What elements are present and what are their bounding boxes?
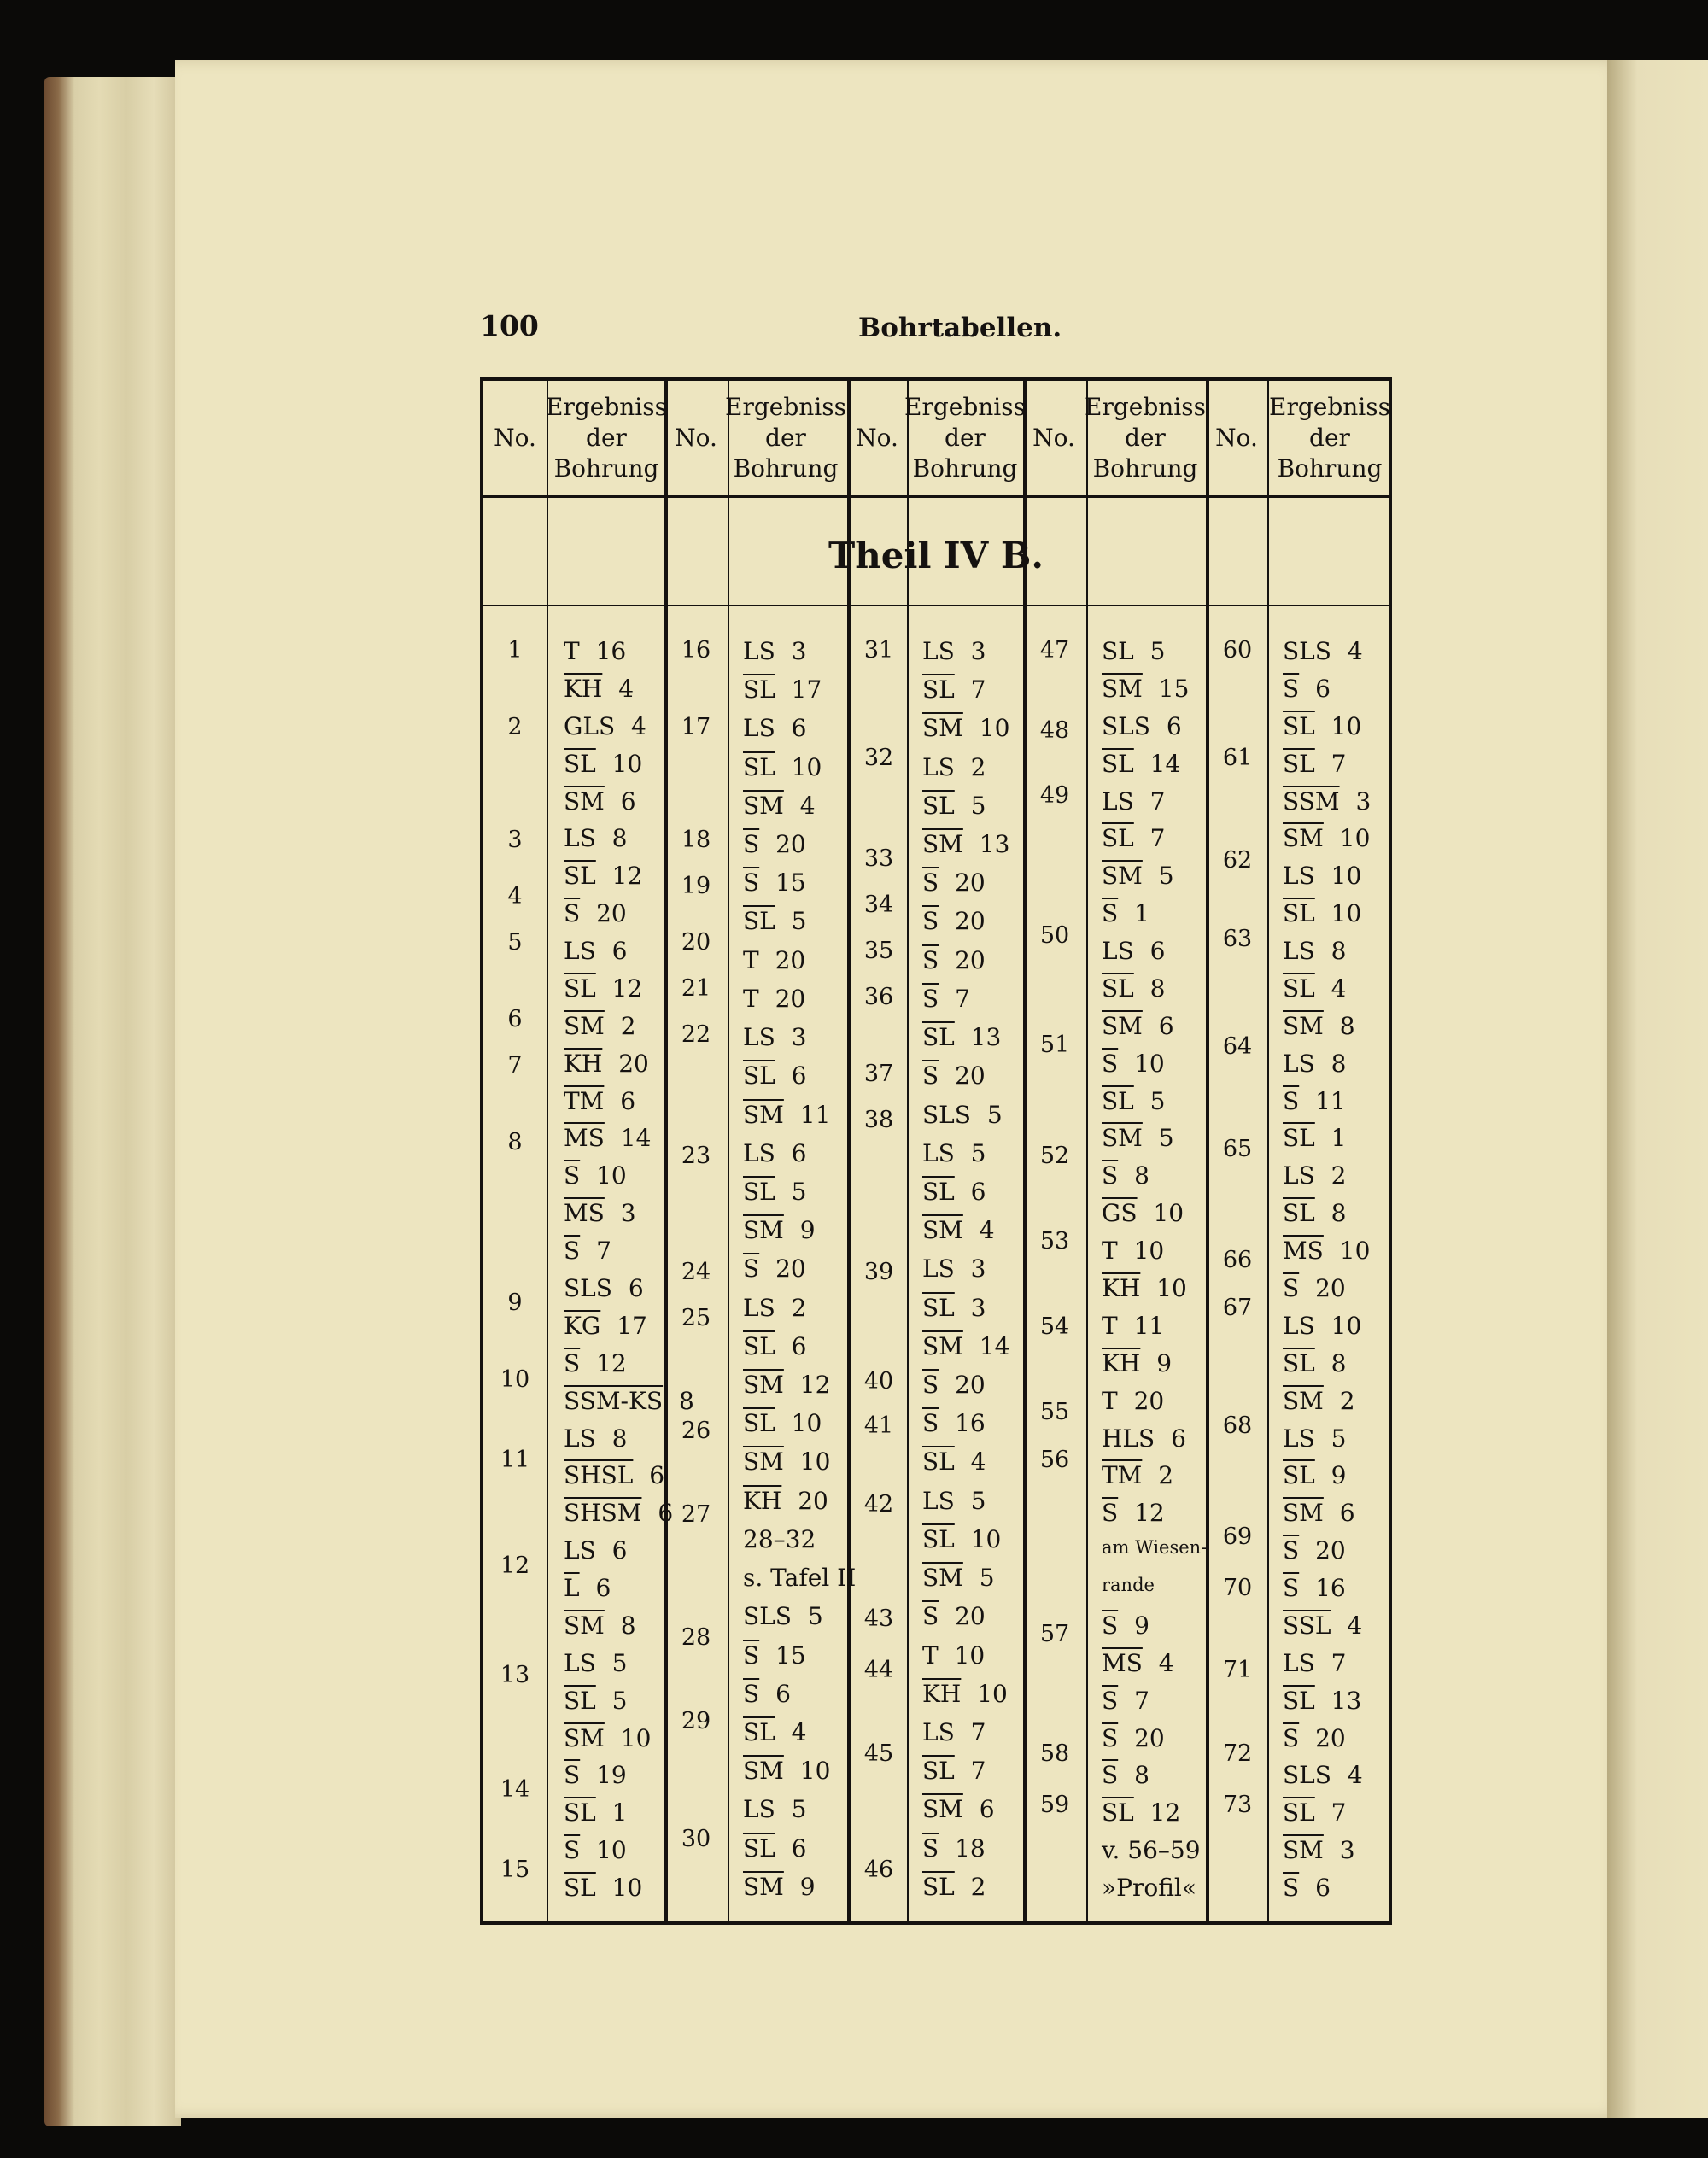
boring-result: am Wiesen- xyxy=(1102,1537,1208,1558)
boring-number: 21 xyxy=(681,975,711,1002)
boring-result: $\overline{S}$ 7 xyxy=(1102,1687,1149,1715)
boring-result: $\overline{SL}$ 8 xyxy=(1283,1199,1347,1227)
section-title: Theil IV B. xyxy=(828,535,1044,576)
boring-result: $\overline{SL}$ 7 xyxy=(1283,750,1347,778)
boring-result: $\overline{SM}$ 10 xyxy=(922,714,1010,742)
boring-number: 3 xyxy=(507,827,523,853)
boring-result: $\overline{SM}$ 4 xyxy=(922,1216,995,1244)
boring-result: LS 6 xyxy=(743,1139,807,1167)
boring-table xyxy=(480,377,1392,1925)
boring-result: $\overline{S}$ 10 xyxy=(564,1161,627,1190)
boring-result: »Profil« xyxy=(1102,1874,1196,1902)
boring-result: $\overline{S}$ 10 xyxy=(1102,1050,1165,1078)
boring-number: 16 xyxy=(681,637,711,664)
boring-result: $\overline{SM}$ 5 xyxy=(922,1564,995,1592)
boring-result: $\overline{SL}$ 7 xyxy=(1283,1798,1347,1827)
boring-number: 37 xyxy=(863,1061,894,1087)
boring-result: $\overline{S}$ 18 xyxy=(922,1834,986,1863)
boring-number: 32 xyxy=(863,745,894,771)
boring-result: $\overline{SL}$ 6 xyxy=(743,1332,807,1360)
boring-number: 24 xyxy=(681,1259,711,1285)
header-result: Ergebniss der Bohrung xyxy=(546,393,667,482)
boring-result: $\overline{KH}$ 10 xyxy=(922,1680,1008,1708)
boring-result: LS 6 xyxy=(1102,937,1166,965)
boring-result: $\overline{S}$ 10 xyxy=(564,1836,627,1864)
boring-result: $\overline{S}$ 1 xyxy=(1102,899,1149,927)
boring-result: $\overline{SM}$ 12 xyxy=(743,1371,831,1399)
boring-result: $\overline{SL}$ 12 xyxy=(1102,1798,1181,1827)
boring-result: $\overline{TM}$ 2 xyxy=(1102,1461,1174,1489)
boring-result: LS 3 xyxy=(922,1254,986,1283)
boring-result: $\overline{S}$ 20 xyxy=(743,1254,806,1283)
boring-result: $\overline{SM}$ 13 xyxy=(922,830,1010,858)
boring-result: $\overline{SM}$ 6 xyxy=(922,1795,995,1823)
boring-result: $\overline{KG}$ 17 xyxy=(564,1312,647,1340)
boring-result: $\overline{SL}$ 10 xyxy=(1283,712,1362,740)
boring-number: 4 xyxy=(507,883,523,909)
boring-result: $\overline{SM}$ 2 xyxy=(1283,1387,1355,1415)
boring-result: $\overline{TM}$ 6 xyxy=(564,1087,636,1115)
boring-number: 68 xyxy=(1222,1412,1253,1439)
boring-result: $\overline{SL}$ 7 xyxy=(922,1757,986,1785)
boring-number: 59 xyxy=(1039,1792,1070,1818)
boring-number: 26 xyxy=(681,1418,711,1444)
boring-number: 73 xyxy=(1222,1792,1253,1818)
boring-result: $\overline{S}$ 8 xyxy=(1102,1761,1149,1789)
book-page-edges xyxy=(44,77,181,2126)
boring-number: 9 xyxy=(507,1290,523,1316)
boring-result: $\overline{SL}$ 5 xyxy=(743,907,807,935)
boring-result: $\overline{SL}$ 1 xyxy=(564,1798,628,1827)
boring-result: $\overline{SL}$ 8 xyxy=(1283,1349,1347,1377)
boring-result: $\overline{S}$ 6 xyxy=(1283,675,1331,703)
boring-result: SLS 5 xyxy=(922,1101,1003,1129)
boring-result: $\overline{S}$ 20 xyxy=(564,899,627,927)
boring-number: 48 xyxy=(1039,717,1070,744)
boring-number: 15 xyxy=(500,1857,530,1883)
boring-result: SL 5 xyxy=(1102,637,1166,665)
boring-result: $\overline{SM}$ 10 xyxy=(1283,824,1371,852)
boring-result: $\overline{SM}$ 6 xyxy=(1102,1012,1174,1040)
boring-result: $\overline{S}$ 16 xyxy=(1283,1574,1346,1602)
boring-result: $\overline{MS}$ 4 xyxy=(1102,1649,1174,1677)
boring-number: 55 xyxy=(1039,1399,1070,1425)
boring-number: 20 xyxy=(681,929,711,956)
boring-result: $\overline{S}$ 15 xyxy=(743,868,806,897)
boring-result: $\overline{KH}$ 20 xyxy=(743,1487,828,1515)
boring-result: $\overline{SL}$ 5 xyxy=(1102,1087,1166,1115)
boring-result: $\overline{S}$ 6 xyxy=(1283,1874,1331,1902)
boring-result: T 20 xyxy=(1102,1387,1165,1415)
boring-number: 58 xyxy=(1039,1740,1070,1767)
boring-number: 5 xyxy=(507,929,523,956)
boring-result: $\overline{SM}$ 8 xyxy=(564,1611,636,1640)
boring-number: 2 xyxy=(507,714,523,740)
boring-number: 70 xyxy=(1222,1575,1253,1601)
boring-result: $\overline{MS}$ 14 xyxy=(564,1124,652,1152)
boring-number: 14 xyxy=(500,1776,530,1803)
boring-result: $\overline{MS}$ 3 xyxy=(564,1199,636,1227)
boring-number: 64 xyxy=(1222,1033,1253,1060)
boring-result: $\overline{S}$ 6 xyxy=(743,1680,791,1708)
boring-number: 51 xyxy=(1039,1032,1070,1058)
facing-page-edge xyxy=(1607,60,1708,2118)
boring-result: SHSM 6 xyxy=(564,1499,674,1527)
boring-result: $\overline{SL}$ 6 xyxy=(743,1061,807,1090)
boring-result: GLS 4 xyxy=(564,712,646,740)
boring-result: $\overline{S}$ 12 xyxy=(564,1349,627,1377)
boring-result: $\overline{SL}$ 13 xyxy=(922,1023,1002,1051)
boring-result: T 11 xyxy=(1102,1312,1165,1340)
boring-result: $\overline{SM}$ 15 xyxy=(1102,675,1190,703)
boring-number: 72 xyxy=(1222,1740,1253,1767)
boring-result: SLS 4 xyxy=(1283,1761,1363,1789)
boring-result: LS 7 xyxy=(922,1718,986,1746)
boring-result: $\overline{SM}$ 4 xyxy=(743,792,816,820)
boring-result: $\overline{SM}$ 3 xyxy=(1283,1836,1355,1864)
boring-result: $\overline{SSM}$ 3 xyxy=(1283,787,1372,816)
boring-number: 30 xyxy=(681,1826,711,1852)
boring-result: $\overline{KH}$ 10 xyxy=(1102,1274,1187,1302)
boring-result: $\overline{SL}$ 14 xyxy=(1102,750,1181,778)
boring-result: $\overline{SM}$ 8 xyxy=(1283,1012,1355,1040)
boring-result: $\overline{GS}$ 10 xyxy=(1102,1199,1184,1227)
boring-result: LS 8 xyxy=(1283,937,1347,965)
boring-number: 50 xyxy=(1039,922,1070,949)
boring-result: $\overline{SM}$ 9 xyxy=(743,1216,816,1244)
boring-result: LS 8 xyxy=(564,1424,628,1453)
column-rule xyxy=(847,381,851,1921)
boring-number: 56 xyxy=(1039,1447,1070,1473)
header-no: No. xyxy=(1032,424,1075,452)
boring-result: $\overline{S}$ 20 xyxy=(922,946,986,974)
boring-result: $\overline{SL}$ 10 xyxy=(743,1409,822,1437)
boring-result: $\overline{S}$ 7 xyxy=(922,985,970,1013)
column-rule xyxy=(907,381,909,1921)
boring-result: $\overline{S}$ 20 xyxy=(922,1602,986,1630)
boring-number: 17 xyxy=(681,714,711,740)
boring-number: 7 xyxy=(507,1052,523,1079)
boring-number: 6 xyxy=(507,1006,523,1032)
boring-result: LS 5 xyxy=(743,1795,807,1823)
boring-number: 1 xyxy=(507,637,523,664)
boring-result: LS 2 xyxy=(922,753,986,781)
boring-result: $\overline{S}$ 20 xyxy=(1283,1536,1346,1564)
boring-result: v. 56–59 xyxy=(1102,1836,1201,1864)
boring-result: $\overline{SL}$ 4 xyxy=(743,1718,807,1746)
boring-result: LS 5 xyxy=(922,1487,986,1515)
boring-number: 66 xyxy=(1222,1247,1253,1273)
boring-number: 45 xyxy=(863,1740,894,1767)
boring-number: 36 xyxy=(863,984,894,1010)
boring-number: 67 xyxy=(1222,1295,1253,1321)
boring-number: 40 xyxy=(863,1368,894,1395)
boring-result: $\overline{S}$ 12 xyxy=(1102,1499,1165,1527)
boring-number: 71 xyxy=(1222,1657,1253,1683)
boring-number: 60 xyxy=(1222,637,1253,664)
boring-result: $\overline{SL}$ 17 xyxy=(743,675,822,704)
boring-result: $\overline{SM}$ 6 xyxy=(564,787,636,816)
section-rule xyxy=(483,605,1389,606)
boring-number: 47 xyxy=(1039,637,1070,664)
boring-result: $\overline{KH}$ 4 xyxy=(564,675,635,703)
boring-number: 49 xyxy=(1039,782,1070,809)
boring-result: $\overline{SL}$ 10 xyxy=(922,1525,1002,1553)
boring-result: $\overline{SM}$ 11 xyxy=(743,1101,831,1129)
boring-result: $\overline{S}$ 19 xyxy=(564,1761,627,1789)
boring-number: 23 xyxy=(681,1143,711,1169)
boring-result: $\overline{S}$ 16 xyxy=(922,1409,986,1437)
boring-result: $\overline{SM}$ 5 xyxy=(1102,862,1174,890)
boring-number: 27 xyxy=(681,1501,711,1528)
boring-result: $\overline{S}$ 20 xyxy=(1283,1274,1346,1302)
header-result: Ergebniss der Bohrung xyxy=(725,393,846,482)
column-rule xyxy=(1086,381,1088,1921)
boring-number: 65 xyxy=(1222,1136,1253,1162)
boring-result: $\overline{SL}$ 5 xyxy=(743,1178,807,1206)
boring-result: LS 3 xyxy=(922,637,986,665)
boring-result: LS 2 xyxy=(1283,1161,1347,1190)
boring-result: SLS 6 xyxy=(564,1274,644,1302)
boring-result: $\overline{S}$ 7 xyxy=(564,1237,611,1265)
column-rule xyxy=(1267,381,1269,1921)
boring-result: HLS 6 xyxy=(1102,1424,1186,1453)
boring-number: 53 xyxy=(1039,1228,1070,1254)
boring-result: rande xyxy=(1102,1575,1155,1595)
boring-number: 42 xyxy=(863,1491,894,1518)
boring-result: LS 6 xyxy=(564,937,628,965)
boring-result: $\overline{SM}$ 10 xyxy=(564,1724,652,1752)
boring-result: $\overline{SL}$ 10 xyxy=(564,1874,643,1902)
boring-result: $\overline{SM}$ 6 xyxy=(1283,1499,1355,1527)
boring-result: LS 7 xyxy=(1102,787,1166,816)
boring-result: SLS 5 xyxy=(743,1602,823,1630)
header-no: No. xyxy=(856,424,898,452)
boring-result: $\overline{SM}$ 5 xyxy=(1102,1124,1174,1152)
boring-result: $\overline{MS}$ 10 xyxy=(1283,1237,1371,1265)
boring-number: 35 xyxy=(863,938,894,964)
boring-result: $\overline{S}$ 20 xyxy=(1102,1724,1165,1752)
header-result: Ergebniss der Bohrung xyxy=(1269,393,1390,482)
boring-number: 44 xyxy=(863,1657,894,1683)
boring-result: LS 5 xyxy=(564,1649,628,1677)
boring-result: $\overline{SM}$ 10 xyxy=(743,1757,831,1785)
boring-number: 11 xyxy=(500,1447,530,1473)
header-no: No. xyxy=(1215,424,1258,452)
boring-number: 43 xyxy=(863,1605,894,1632)
boring-result: $\overline{SL}$ 10 xyxy=(743,753,822,781)
boring-number: 69 xyxy=(1222,1523,1253,1550)
header-no: No. xyxy=(494,424,536,452)
boring-number: 54 xyxy=(1039,1313,1070,1340)
header-result: Ergebniss der Bohrung xyxy=(1085,393,1206,482)
boring-result: $\overline{SL}$ 3 xyxy=(922,1294,986,1322)
boring-result: $\overline{SL}$ 12 xyxy=(564,974,643,1003)
boring-result: $\overline{SL}$ 10 xyxy=(564,750,643,778)
boring-result: $\overline{SL}$ 9 xyxy=(1283,1461,1347,1489)
boring-result: T 16 xyxy=(564,637,627,665)
boring-result: $\overline{S}$ 20 xyxy=(922,1371,986,1399)
boring-number: 31 xyxy=(863,637,894,664)
page-number: 100 xyxy=(480,309,539,342)
boring-result: LS 2 xyxy=(743,1294,807,1322)
boring-number: 25 xyxy=(681,1305,711,1331)
boring-result: SSM-KS 8 xyxy=(564,1387,694,1415)
boring-number: 33 xyxy=(863,845,894,872)
boring-result: LS 5 xyxy=(1283,1424,1347,1453)
boring-number: 10 xyxy=(500,1366,530,1393)
boring-number: 57 xyxy=(1039,1621,1070,1647)
boring-result: $\overline{SL}$ 1 xyxy=(1283,1124,1347,1152)
boring-result: $\overline{SL}$ 6 xyxy=(743,1834,807,1863)
boring-result: $\overline{SM}$ 2 xyxy=(564,1012,636,1040)
boring-result: $\overline{SL}$ 7 xyxy=(1102,824,1166,852)
header-no: No. xyxy=(675,424,717,452)
boring-result: SLS 4 xyxy=(1283,637,1363,665)
boring-result: $\overline{SL}$ 10 xyxy=(1283,899,1362,927)
boring-number: 29 xyxy=(681,1708,711,1734)
boring-result: LS 8 xyxy=(1283,1050,1347,1078)
boring-number: 46 xyxy=(863,1857,894,1883)
boring-number: 28 xyxy=(681,1624,711,1651)
boring-result: $\overline{SL}$ 13 xyxy=(1283,1687,1362,1715)
boring-number: 22 xyxy=(681,1021,711,1048)
boring-result: LS 10 xyxy=(1283,862,1362,890)
boring-result: $\overline{S}$ 20 xyxy=(922,907,986,935)
boring-number: 39 xyxy=(863,1259,894,1285)
boring-result: $\overline{SL}$ 7 xyxy=(922,675,986,704)
boring-result: $\overline{S}$ 9 xyxy=(1102,1611,1149,1640)
boring-result: LS 3 xyxy=(743,637,807,665)
boring-result: $\overline{S}$ 8 xyxy=(1102,1161,1149,1190)
boring-result: $\overline{S}$ 20 xyxy=(922,868,986,897)
boring-result: T 20 xyxy=(743,946,806,974)
column-rule xyxy=(547,381,548,1921)
boring-result: $\overline{SL}$ 5 xyxy=(564,1687,628,1715)
boring-result: $\overline{SL}$ 4 xyxy=(922,1447,986,1476)
header-rule xyxy=(483,495,1389,498)
boring-result: LS 7 xyxy=(1283,1649,1347,1677)
boring-number: 63 xyxy=(1222,926,1253,952)
boring-result: LS 6 xyxy=(564,1536,628,1564)
boring-result: $\overline{S}$ 20 xyxy=(1283,1724,1346,1752)
boring-result: LS 10 xyxy=(1283,1312,1362,1340)
column-rule xyxy=(728,381,729,1921)
boring-number: 8 xyxy=(507,1129,523,1155)
boring-result: T 10 xyxy=(922,1641,986,1670)
boring-number: 12 xyxy=(500,1553,530,1579)
boring-result: $\overline{S}$ 20 xyxy=(922,1061,986,1090)
boring-result: T 20 xyxy=(743,985,806,1013)
boring-result: $\overline{KH}$ 9 xyxy=(1102,1349,1173,1377)
boring-result: SLS 6 xyxy=(1102,712,1182,740)
boring-number: 52 xyxy=(1039,1143,1070,1169)
boring-result: LS 5 xyxy=(922,1139,986,1167)
boring-result: $\overline{KH}$ 20 xyxy=(564,1050,649,1078)
boring-result: $\overline{S}$ 15 xyxy=(743,1641,806,1670)
boring-result: $\overline{SM}$ 9 xyxy=(743,1873,816,1901)
boring-result: $\overline{S}$ 11 xyxy=(1283,1087,1346,1115)
boring-result: $\overline{S}$ 20 xyxy=(743,830,806,858)
boring-number: 41 xyxy=(863,1412,894,1439)
boring-result: $\overline{SL}$ 12 xyxy=(564,862,643,890)
boring-result: $\overline{SM}$ 14 xyxy=(922,1332,1010,1360)
boring-result: LS 3 xyxy=(743,1023,807,1051)
boring-result: 28–32 xyxy=(743,1525,816,1553)
boring-result: $\overline{SSL}$ 4 xyxy=(1283,1611,1363,1640)
running-title: Bohrtabellen. xyxy=(858,313,1062,343)
boring-result: $\overline{SL}$ 5 xyxy=(922,792,986,820)
boring-result: $\overline{SL}$ 4 xyxy=(1283,974,1347,1003)
boring-number: 34 xyxy=(863,892,894,918)
boring-number: 62 xyxy=(1222,847,1253,874)
boring-result: LS 8 xyxy=(564,824,628,852)
boring-result: $\overline{L}$ 6 xyxy=(564,1574,611,1602)
boring-result: T 10 xyxy=(1102,1237,1165,1265)
boring-result: $\overline{SL}$ 2 xyxy=(922,1873,986,1901)
boring-number: 18 xyxy=(681,827,711,853)
boring-number: 19 xyxy=(681,873,711,899)
header-result: Ergebniss der Bohrung xyxy=(904,393,1026,482)
boring-number: 61 xyxy=(1222,745,1253,771)
boring-number: 13 xyxy=(500,1662,530,1688)
boring-result: SHSL 6 xyxy=(564,1461,665,1489)
boring-result: LS 6 xyxy=(743,714,807,742)
boring-number: 38 xyxy=(863,1107,894,1133)
boring-result: $\overline{SL}$ 8 xyxy=(1102,974,1166,1003)
boring-result: $\overline{SL}$ 6 xyxy=(922,1178,986,1206)
boring-result: s. Tafel II xyxy=(743,1564,857,1592)
boring-result: $\overline{SM}$ 10 xyxy=(743,1447,831,1476)
